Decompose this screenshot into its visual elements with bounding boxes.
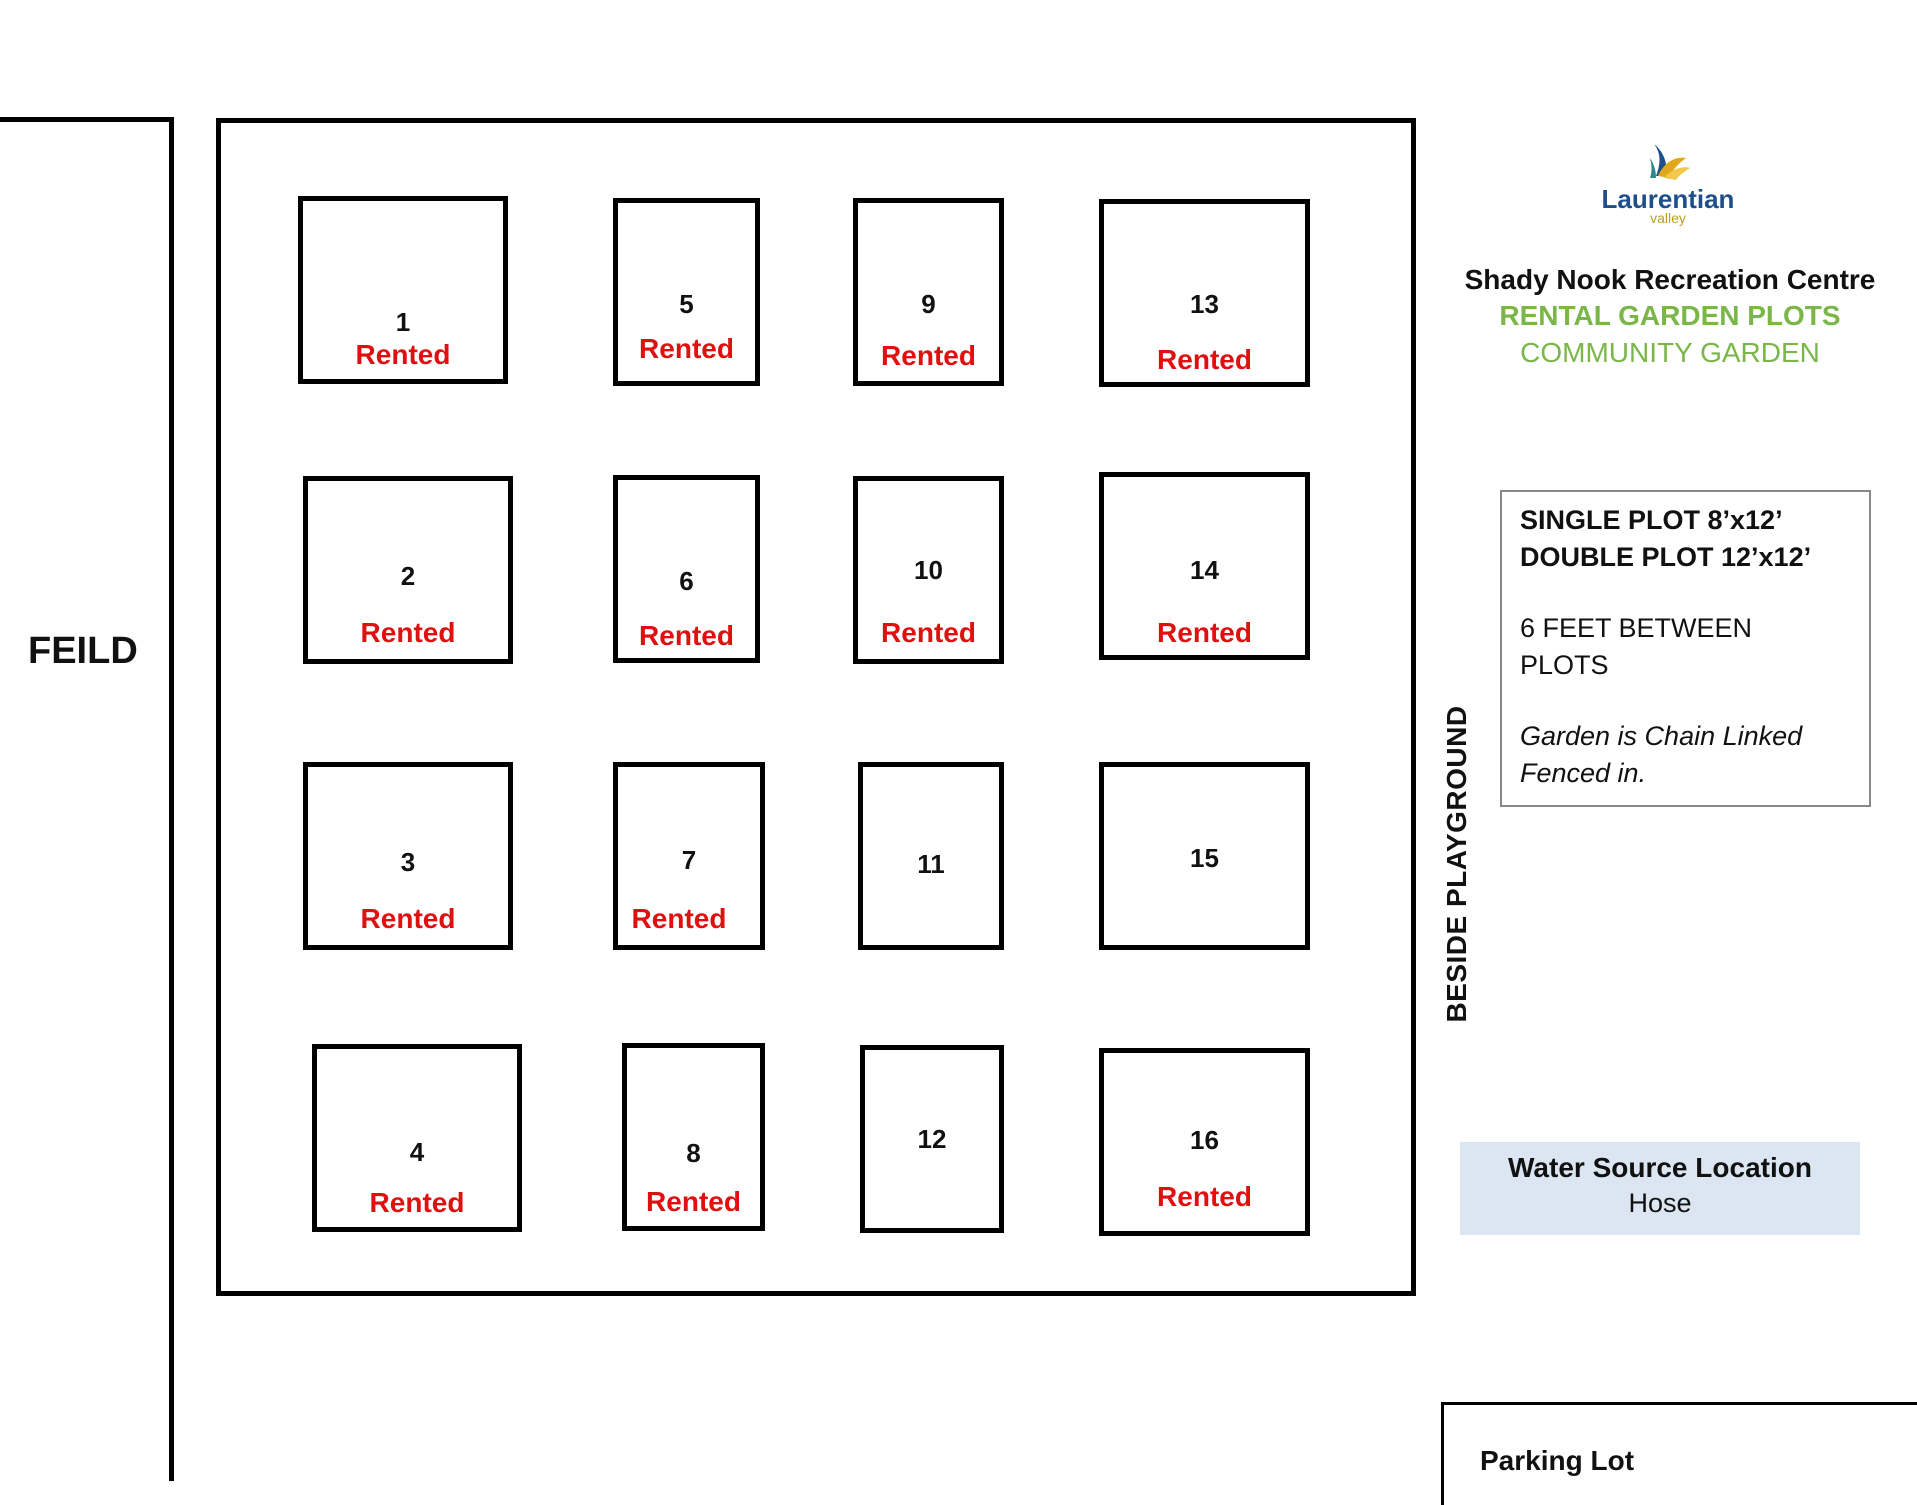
- community-garden-heading: COMMUNITY GARDEN: [1520, 337, 1820, 368]
- plot-number: 9: [921, 289, 936, 319]
- water-source-sub: Hose: [1628, 1188, 1692, 1218]
- logo-subword: valley: [1650, 210, 1686, 226]
- centre-name: Shady Nook Recreation Centre: [1464, 264, 1876, 295]
- field-label: FEILD: [28, 630, 138, 672]
- plot-number: 7: [681, 845, 697, 875]
- double-plot-size: DOUBLE PLOT 12’x12’: [1520, 542, 1812, 572]
- single-plot-size: SINGLE PLOT 8’x12’: [1520, 505, 1783, 535]
- plot-status: Rented: [639, 333, 734, 364]
- plot-10[interactable]: [853, 476, 1004, 664]
- plot-number: 14: [1190, 555, 1219, 585]
- plot-number: 1: [395, 307, 411, 337]
- plot-12[interactable]: [860, 1045, 1004, 1233]
- plot-number: 8: [686, 1138, 701, 1168]
- plot-status: Rented: [355, 339, 451, 370]
- parking-lot-area: [1441, 1402, 1917, 1505]
- plot-status: Rented: [360, 617, 456, 648]
- plot-6[interactable]: [613, 475, 760, 663]
- plot-status: Rented: [639, 620, 734, 651]
- plot-number: 3: [400, 847, 416, 877]
- plot-16[interactable]: [1099, 1048, 1310, 1236]
- field-boundary-top: [0, 117, 174, 122]
- spacing-note-line2: PLOTS: [1520, 650, 1609, 680]
- rental-plots-heading: RENTAL GARDEN PLOTS: [1499, 300, 1841, 331]
- plot-11[interactable]: [858, 762, 1004, 950]
- plot-number: 11: [917, 849, 945, 879]
- plot-status: Rented: [1157, 1181, 1252, 1212]
- field-boundary-side: [169, 117, 174, 1481]
- plot-1[interactable]: [298, 196, 508, 384]
- beside-playground-label: BESIDE PLAYGROUND: [1441, 705, 1472, 1023]
- plot-9[interactable]: [853, 198, 1004, 386]
- logo-wordmark: Laurentian: [1601, 184, 1735, 214]
- plot-8[interactable]: [622, 1043, 765, 1231]
- water-source-box: [1460, 1142, 1860, 1235]
- plot-13[interactable]: [1099, 199, 1310, 387]
- parking-lot-label: Parking Lot: [1480, 1445, 1635, 1476]
- fence-note-line2: Fenced in.: [1520, 758, 1647, 788]
- water-source-title: Water Source Location: [1508, 1152, 1812, 1183]
- plot-status: Rented: [881, 340, 976, 371]
- plot-status: Rented: [631, 903, 727, 934]
- plot-number: 4: [409, 1137, 425, 1167]
- plot-status: Rented: [369, 1187, 465, 1218]
- plot-5[interactable]: [613, 198, 760, 386]
- plot-number: 15: [1190, 843, 1219, 873]
- plot-status: Rented: [1157, 344, 1252, 375]
- plot-number: 12: [917, 1124, 947, 1154]
- fence-note-line1: Garden is Chain Linked: [1520, 721, 1803, 751]
- plot-status: Rented: [360, 903, 456, 934]
- plot-number: 2: [400, 561, 416, 591]
- plot-number: 13: [1190, 289, 1219, 319]
- spacing-note-line1: 6 FEET BETWEEN: [1520, 613, 1753, 643]
- plot-status: Rented: [646, 1186, 741, 1217]
- plot-number: 5: [679, 289, 694, 319]
- plot-number: 10: [914, 555, 943, 585]
- plot-4[interactable]: [312, 1044, 522, 1232]
- plot-14[interactable]: [1099, 472, 1310, 660]
- plot-2[interactable]: [303, 476, 513, 664]
- plot-7[interactable]: [613, 762, 765, 950]
- plot-15[interactable]: [1099, 762, 1310, 950]
- plot-info-box: [1500, 490, 1871, 807]
- plot-3[interactable]: [303, 762, 513, 950]
- plot-status: Rented: [1157, 617, 1252, 648]
- plot-number: 6: [679, 566, 694, 596]
- plot-number: 16: [1190, 1125, 1219, 1155]
- plot-status: Rented: [881, 617, 976, 648]
